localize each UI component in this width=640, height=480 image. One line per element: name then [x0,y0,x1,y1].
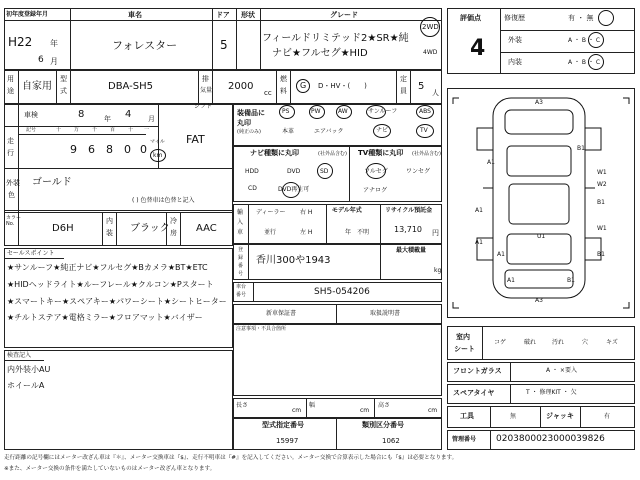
exterior-color: ゴールド [32,177,72,188]
diag-label: B1 [567,277,575,284]
diag-label: A3 [535,297,543,304]
management-number: 0203800023000039826 [496,434,605,444]
displacement: 2000 [228,81,254,92]
mileage-digit: 0 [124,143,131,156]
shift: FAT [186,133,205,146]
reg-month: 6 [38,55,44,65]
grade-line2: ナビ★フルセグ★HID [272,48,368,59]
doors: 5 [220,38,228,52]
diag-label: A1 [507,277,515,284]
diag-label: B1 [597,251,605,258]
sales-point-line: ★サンルーフ★純正ナビ★フルセグ★Bカメラ★BT★ETC [7,263,208,272]
mileage-digit: 6 [88,143,95,156]
drive-2wd: 2WD [422,23,439,31]
diag-label: U1 [537,233,546,240]
rating-score: 4 [470,36,486,61]
sales-point-line: ★チルトステア★電格ミラー★フロアマット★バイザー [7,313,203,322]
diag-label: A1 [475,239,483,246]
diag-label: B1 [597,199,605,206]
ac: AAC [196,223,217,234]
row2 [4,70,442,104]
diag-label: A1 [487,159,495,166]
diag-label: A1 [497,251,505,258]
diag-label: A1 [475,207,483,214]
fuel-others: D・HV・( ) [318,82,367,90]
inspection-month: 4 [125,109,132,120]
mileage-digit: 9 [70,143,77,156]
registration: 香川300や1943 [256,255,331,266]
car-name: フォレスター [112,39,178,52]
era-year: H22 [8,35,33,49]
capacity: 5 [418,81,425,92]
sales-point-line: ★HIDヘッドライト★ルーフレール★クルコン★Pスタート [7,280,214,289]
chassis-number: SH5-054206 [314,287,370,297]
diag-label: W1 [597,169,607,176]
diag-label: B1 [577,145,585,152]
diag-label: W2 [597,181,607,188]
color-code: D6H [52,223,74,234]
purpose: 自家用 [22,81,52,92]
fuel-g: G [300,81,307,90]
diag-label: W1 [597,225,607,232]
mileage-digit: 8 [106,143,113,156]
inspection-year: 8 [78,109,85,120]
diag-label: A3 [535,99,543,106]
mileage-digit: 0 [140,143,147,156]
sales-point-line: ★スマートキー★スペアキー★パワーシート★シートヒーター [7,297,227,306]
interior-color: ブラック [130,223,170,234]
grade-line1: フィールドリミテッド2★SR★純 [262,33,409,44]
car-outline-diagram [447,88,635,318]
model: DBA-SH5 [108,81,154,92]
reg-label: 初年度登録年月 [6,11,49,18]
